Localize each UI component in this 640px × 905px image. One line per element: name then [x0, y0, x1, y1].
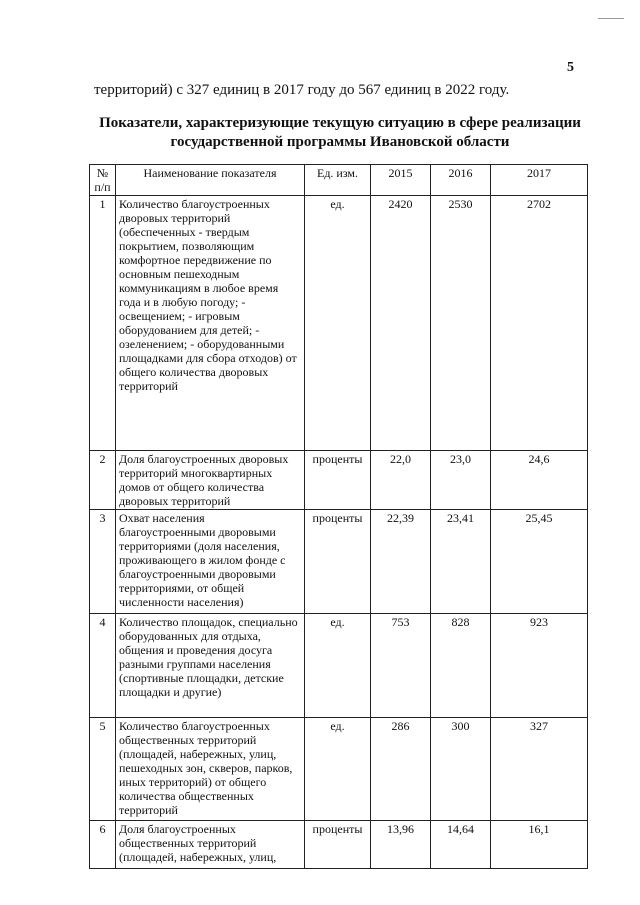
row-2017: 2702 [491, 196, 588, 451]
row-2017: 327 [491, 718, 588, 821]
row-num: 1 [90, 196, 116, 451]
row-2017: 24,6 [491, 451, 588, 510]
header-name: Наименование показателя [116, 165, 305, 196]
table-row [90, 510, 588, 614]
row-unit: ед. [305, 614, 371, 718]
row-unit: ед. [305, 196, 371, 451]
row-name: Количество благоустроенных общественных территорий (площадей, набережных, улиц, пешеходных зон, скверов, парков, иных территорий) от общего количества общественных территорий [116, 718, 305, 821]
row-2017: 923 [491, 614, 588, 718]
row-2015: 22,0 [371, 451, 431, 510]
row-2016: 23,0 [431, 451, 491, 510]
section-heading [84, 114, 596, 152]
header-2016: 2016 [431, 165, 491, 196]
row-2016: 14,64 [431, 821, 491, 869]
row-2015: 286 [371, 718, 431, 821]
indicators-table [89, 164, 588, 869]
row-unit: проценты [305, 510, 371, 614]
header-num [90, 165, 116, 196]
header-unit: Ед. изм. [305, 165, 371, 196]
table-row [90, 196, 588, 451]
row-name: Охват населения благоустроенными дворовыми территориями (доля населения, проживающего в жилом фонде с благоустроенными дворовыми территориями, от общей численности населения) [116, 510, 305, 614]
row-num: 5 [90, 718, 116, 821]
row-2015: 22,39 [371, 510, 431, 614]
row-2016: 300 [431, 718, 491, 821]
row-name: Количество благоустроенных дворовых территорий (обеспеченных - твердым покрытием, позволяющим комфортное передвижение по основным пешеходным коммуникациям в любое время года и в любую погоду; - освещением; - игровым оборудованием для детей; - озеленением; - оборудованными площадками для сбора отходов) от общего количества дворовых территорий [116, 196, 305, 451]
row-2017: 25,45 [491, 510, 588, 614]
row-unit: проценты [305, 451, 371, 510]
row-unit: проценты [305, 821, 371, 869]
row-num: 4 [90, 614, 116, 718]
table-row [90, 821, 588, 869]
row-num: 3 [90, 510, 116, 614]
header-num-line-1: № [96, 166, 109, 180]
row-name: Доля благоустроенных дворовых территорий многоквартирных домов от общего количества дворовых территорий [116, 451, 305, 510]
header-num-line-2: п/п [94, 180, 111, 194]
table-row [90, 718, 588, 821]
row-name: Доля благоустроенных общественных территорий (площадей, набережных, улиц, [116, 821, 305, 869]
row-2016: 828 [431, 614, 491, 718]
heading-line-2: государственной программы Ивановской области [170, 134, 510, 150]
row-unit: ед. [305, 718, 371, 821]
scan-mark [598, 18, 624, 19]
row-name: Количество площадок, специально оборудованных для отдыха, общения и проведения досуга разными группами населения (спортивные площадки, детские площадки и другие) [116, 614, 305, 718]
intro-text: территорий) с 327 единиц в 2017 году до 567 единиц в 2022 году. [94, 82, 510, 98]
row-2016: 2530 [431, 196, 491, 451]
table-row [90, 614, 588, 718]
header-2017: 2017 [491, 165, 588, 196]
heading-line-1: Показатели, характеризующие текущую ситуацию в сфере реализации [99, 115, 581, 131]
table-header-row [90, 165, 588, 196]
header-2015: 2015 [371, 165, 431, 196]
row-2015: 753 [371, 614, 431, 718]
row-2015: 2420 [371, 196, 431, 451]
row-2017: 16,1 [491, 821, 588, 869]
row-num: 6 [90, 821, 116, 869]
table-row [90, 451, 588, 510]
row-num: 2 [90, 451, 116, 510]
page-number: 5 [567, 60, 574, 75]
row-2016: 23,41 [431, 510, 491, 614]
row-2015: 13,96 [371, 821, 431, 869]
